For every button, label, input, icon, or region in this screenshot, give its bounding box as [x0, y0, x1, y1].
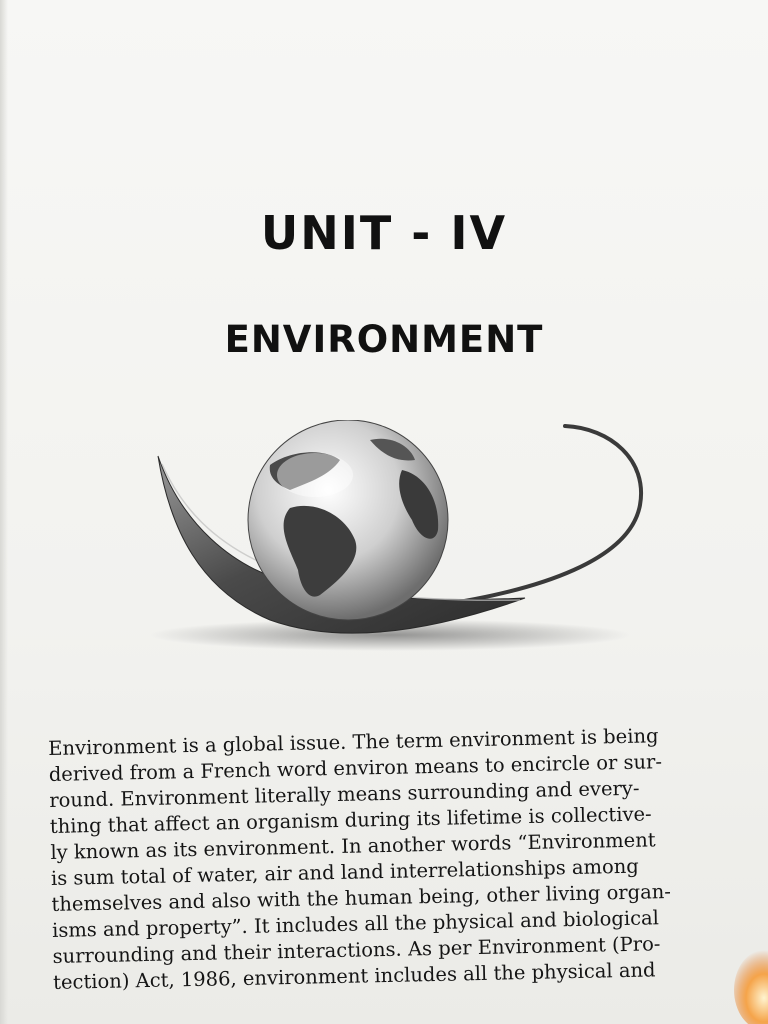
chapter-title: ENVIRONMENT: [224, 318, 544, 361]
candle-flame-icon: [724, 940, 768, 1024]
unit-title: UNIT - IV: [260, 206, 508, 260]
globe-on-leaf-icon: [140, 420, 660, 670]
body-paragraph: [48, 722, 715, 996]
body-line: isms and property”. It includes all the physical and biological: [51, 906, 660, 942]
body-line: Environment is a global issue. The term environment is being: [48, 724, 659, 760]
body-line: surrounding and their interactions. As per Environment (Pro-: [52, 932, 661, 968]
body-line: round. Environment literally means surrounding and every-: [49, 776, 640, 812]
leaf-stem: [440, 426, 641, 605]
body-line: themselves and also with the human being, other living organ-: [51, 879, 672, 916]
globe-highlight: [277, 453, 353, 497]
body-line: is sum total of water, air and land interrelationships among: [50, 854, 640, 890]
body-line: tection) Act, 1986, environment includes all the physical and: [52, 958, 656, 994]
body-line: ly known as its environment. In another words “Environment: [50, 828, 656, 864]
body-line: derived from a French word environ means to encircle or sur-: [48, 750, 663, 786]
body-line: thing that affect an organism during its lifetime is collective-: [49, 802, 652, 838]
page-binding-shadow: [0, 0, 8, 1024]
